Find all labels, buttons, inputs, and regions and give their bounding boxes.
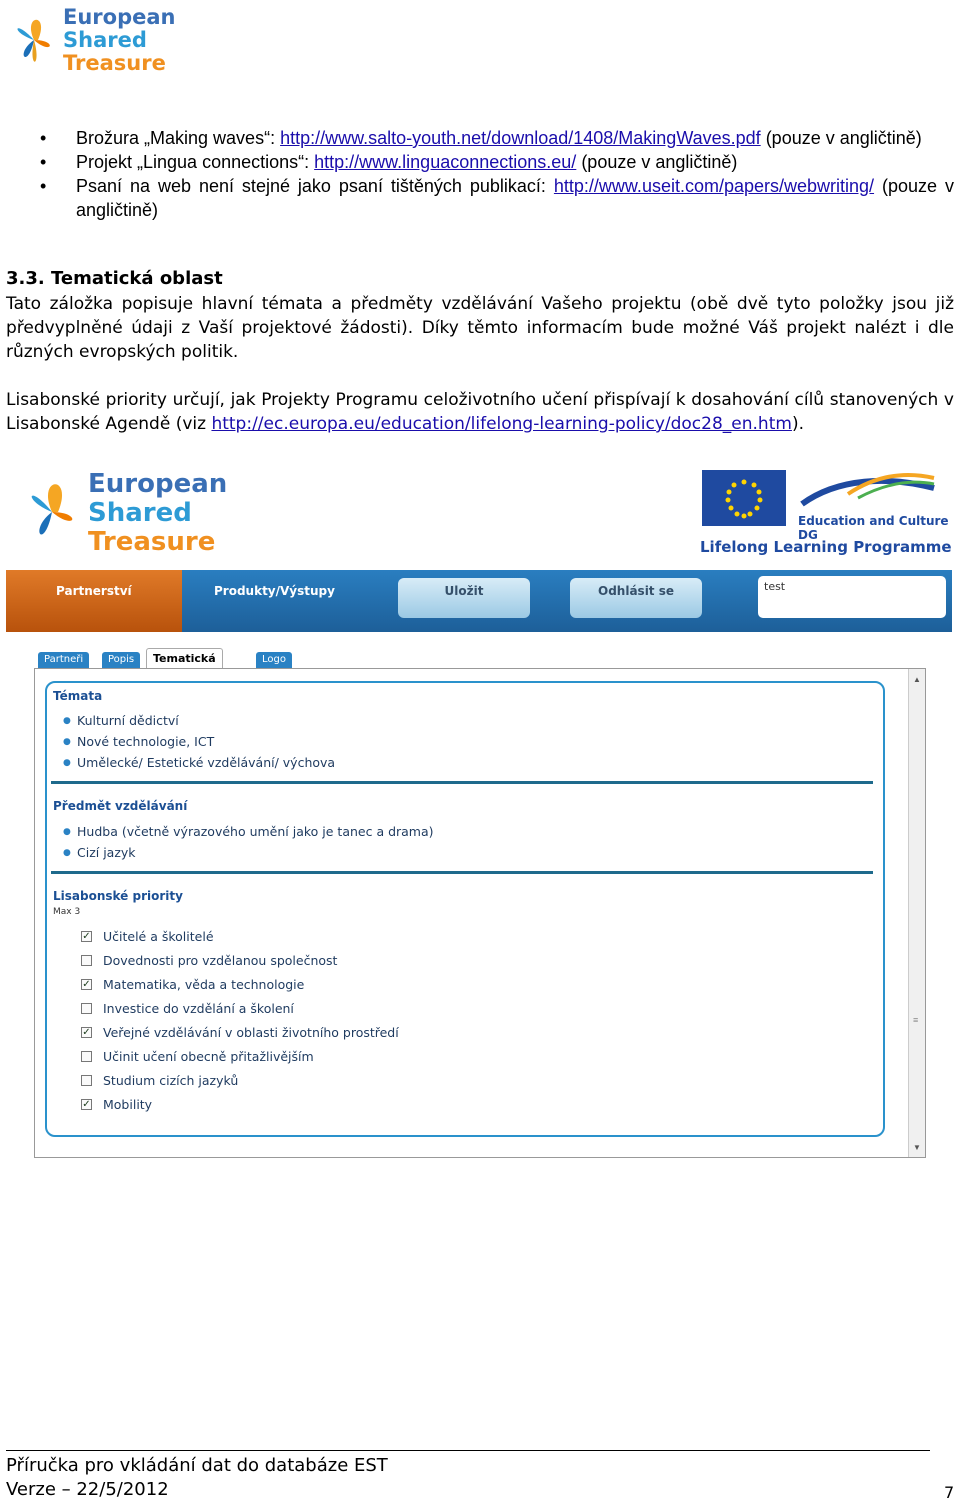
bullet-text: Brožura „Making waves“: — [76, 128, 281, 148]
logo-petals-icon — [8, 10, 60, 72]
nav-partnerstvi[interactable]: Partnerství — [56, 584, 132, 598]
link-useit[interactable]: http://www.useit.com/papers/webwriting/ — [553, 176, 875, 196]
logo-line-2: Shared — [63, 28, 147, 52]
para-end: ). — [791, 414, 804, 434]
app-screenshot — [6, 460, 952, 1156]
priority-checkbox[interactable]: ✓ — [82, 1099, 91, 1110]
lisbon-heading: Lisabonské priority — [53, 889, 183, 903]
priority-checkbox[interactable] — [81, 1051, 92, 1062]
logo-line-3: Treasure — [63, 51, 166, 75]
subject-item: ● Hudba (včetně výrazového umění jako je tanec a drama) — [77, 824, 434, 839]
nav-highlight — [6, 570, 182, 632]
priority-checkbox[interactable]: ✓ — [82, 931, 91, 942]
tab-partneri[interactable]: Partneři — [38, 652, 89, 668]
tab-logo[interactable]: Logo — [256, 652, 292, 668]
list-item — [40, 174, 954, 222]
scroll-down-icon[interactable]: ▼ — [913, 1143, 921, 1152]
logo-petals-icon — [20, 470, 84, 554]
priority-label: Mobility — [103, 1097, 153, 1112]
scroll-grip-icon[interactable]: ≡ — [913, 1015, 919, 1025]
app-logo-line-3: Treasure — [88, 527, 216, 557]
footer-rule — [6, 1450, 930, 1451]
link-lisbon-policy[interactable]: http://ec.europa.eu/education/lifelong-learning-policy/doc28_en.htm — [211, 414, 792, 434]
education-culture-logo-icon — [798, 468, 938, 516]
priority-checkbox[interactable]: ✓ — [82, 979, 91, 990]
page-number: 7 — [944, 1483, 955, 1502]
tab-tematicka-oblast[interactable]: Tematická — [146, 648, 223, 669]
priority-checkbox[interactable] — [81, 1003, 92, 1014]
form-box — [45, 681, 885, 1137]
divider — [51, 781, 873, 784]
app-logo-line-1: European — [88, 469, 228, 499]
priority-label: Dovednosti pro vzdělanou společnost — [103, 953, 338, 968]
nav-produkty[interactable]: Produkty/Výstupy — [214, 584, 335, 598]
save-button[interactable]: Uložit — [398, 578, 530, 618]
theme-item: ● Kulturní dědictví — [77, 713, 179, 728]
subject-item: ● Cizí jazyk — [77, 845, 136, 860]
max-note: Max 3 — [53, 907, 81, 917]
user-field[interactable]: test — [758, 576, 946, 618]
divider — [51, 871, 873, 874]
theme-item: ● Nové technologie, ICT — [77, 734, 214, 749]
footer-version: Verze – 22/5/2012 — [6, 1479, 169, 1500]
bullet-note: (pouze v angličtině) — [576, 152, 738, 172]
scroll-up-icon[interactable]: ▲ — [913, 675, 921, 684]
priority-label: Matematika, věda a technologie — [103, 977, 305, 992]
themes-heading: Témata — [53, 689, 103, 703]
priority-label: Učitelé a školitelé — [103, 929, 214, 944]
link-making-waves[interactable]: http://www.salto-youth.net/download/1408/MakingWaves.pdf — [280, 128, 761, 148]
subjects-heading: Předmět vzdělávání — [53, 799, 188, 813]
priority-checkbox[interactable] — [81, 1075, 92, 1086]
priority-label: Učinit učení obecně přitažlivějším — [103, 1049, 314, 1064]
bullet-text: Psaní na web není stejné jako psaní tištěných publikací: — [76, 176, 554, 196]
section-paragraph: Tato záložka popisuje hlavní témata a předměty vzdělávání Vašeho projektu (obě dvě tyto položky jsou již předvyplněné údaji z Vaší projektové žádosti). Díky těmto informacím bude možné Váš projekt nalézt i dle různých evropských politik. — [6, 294, 954, 362]
content-panel — [34, 668, 926, 1158]
dg-label: Education and Culture DG — [798, 514, 949, 542]
theme-item: ● Umělecké/ Estetické vzdělávání/ výchova — [77, 755, 335, 770]
app-logo — [20, 466, 228, 558]
bullet-note: (pouze v angličtině) — [76, 176, 955, 220]
tab-popis[interactable]: Popis — [102, 652, 140, 668]
main-nav — [6, 570, 952, 632]
priority-label: Veřejné vzdělávání v oblasti životního prostředí — [103, 1025, 399, 1040]
list-item — [40, 126, 954, 150]
app-logo-line-2: Shared — [88, 498, 192, 528]
para-text: Lisabonské priority určují, jak Projekty Programu celoživotního učení přispívají k dosahování cílů stanovených v Lisabonské Agendě (viz — [6, 390, 954, 434]
list-item — [40, 150, 954, 174]
llp-label: Lifelong Learning Programme — [700, 538, 952, 556]
bullet-text: Projekt „Lingua connections“: — [76, 152, 315, 172]
resource-list — [40, 126, 954, 222]
section-title: 3.3. Tematická oblast — [6, 268, 223, 289]
bullet-note: (pouze v angličtině) — [760, 128, 922, 148]
logo-line-1: European — [63, 5, 176, 29]
eu-flag-icon — [702, 470, 786, 526]
lisbon-paragraph — [6, 388, 954, 436]
logout-button[interactable]: Odhlásit se — [570, 578, 702, 618]
priority-label: Studium cizích jazyků — [103, 1073, 239, 1088]
link-lingua-connections[interactable]: http://www.linguaconnections.eu/ — [314, 152, 577, 172]
scrollbar[interactable] — [908, 669, 925, 1157]
priority-checkbox[interactable]: ✓ — [82, 1027, 91, 1038]
priority-checkbox[interactable] — [81, 955, 92, 966]
priority-label: Investice do vzdělání a školení — [103, 1001, 294, 1016]
footer-title: Příručka pro vkládání dat do databáze EST — [6, 1455, 388, 1476]
header-logo — [8, 4, 176, 78]
